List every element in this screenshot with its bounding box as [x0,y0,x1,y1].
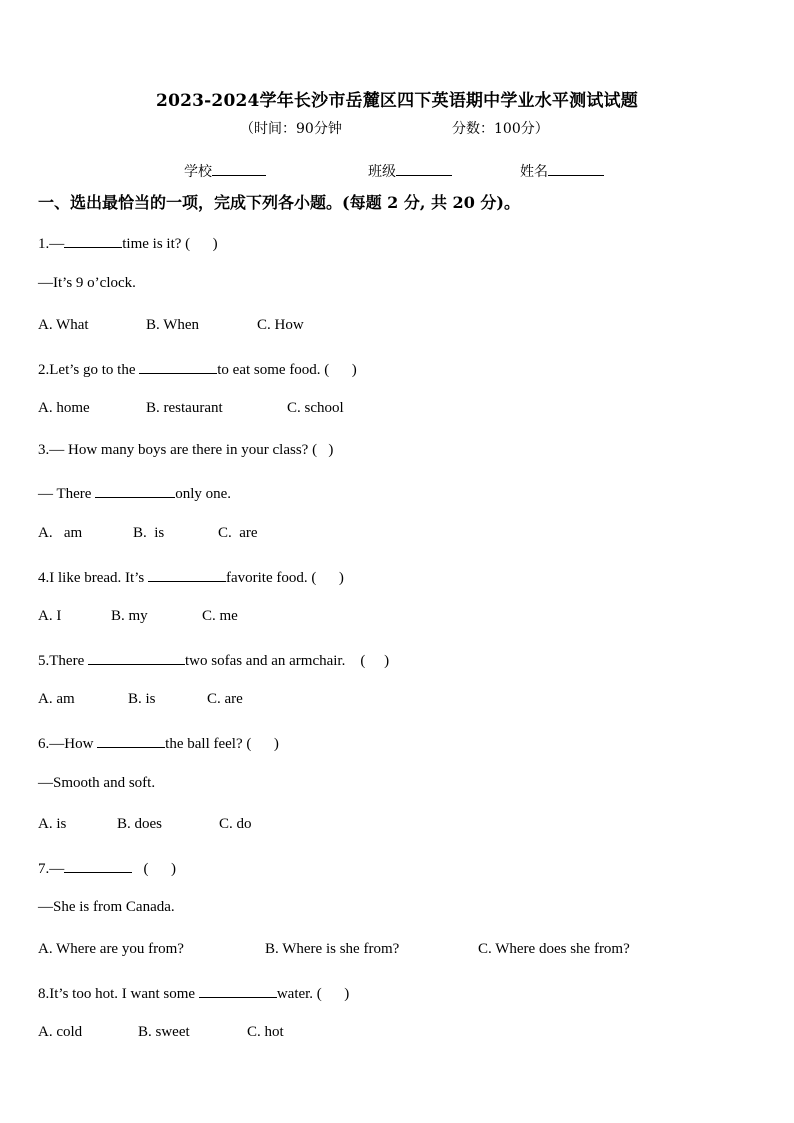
name-blank [548,160,604,176]
option-c: C. hot [247,1024,284,1040]
question-7: 7.— ( ) [38,858,176,878]
option-a: A. am [38,691,75,707]
option-c: C. me [202,608,238,624]
school-field [184,160,266,181]
question-2: 2.Let’s go to the to eat some food. ( ) [38,359,357,379]
answer-blank [95,483,175,498]
question-1: 1.— time is it? ( ) [38,233,218,253]
question-1-reply: —It’s 9 o’clock. [38,275,136,291]
section-heading: 一、选出最恰当的一项，完成下列各小题。(每题 2 分, 共 20 分)。 [38,193,520,212]
answer-blank [97,733,165,748]
option-b: B. restaurant [146,400,223,416]
school-label: 学校 [184,164,212,180]
answer-blank [139,359,217,374]
option-b: B. is [128,691,156,707]
option-c: C. do [219,816,252,832]
name-field [520,160,604,181]
class-label: 班级 [368,164,396,180]
option-b: B. my [111,608,148,624]
option-b: B. does [117,816,162,832]
option-a: A. Where are you from? [38,941,184,957]
option-b: B. When [146,317,200,333]
question-3: 3.— How many boys are there in your class? ( ) [38,442,334,458]
question-3-reply: — There only one. [38,483,231,503]
answer-blank [88,650,185,665]
option-c: C. How [257,317,304,333]
question-8: 8.It’s too hot. I want some water. ( ) [38,983,349,1003]
option-b: B. Where is she from? [265,941,400,957]
question-6-reply: —Smooth and soft. [38,775,156,791]
school-blank [212,160,266,176]
answer-blank [64,858,132,873]
question-6: 6.—How the ball feel? ( ) [38,733,279,753]
option-a: A. is [38,816,67,832]
option-a: A. am [38,525,83,541]
answer-blank [148,567,226,582]
option-c: C. are [207,691,243,707]
name-label: 姓名 [520,164,548,180]
option-c: C. school [287,400,344,416]
exam-score: 分数：100分） [452,121,549,137]
option-c: C. are [218,525,258,541]
option-a: A. I [38,608,62,624]
exam-title: 2023-2024学年长沙市岳麓区四下英语期中学业水平测试试题 [156,91,638,111]
option-a: A. cold [38,1024,83,1040]
question-5: 5.There two sofas and an armchair. ( ) [38,650,389,670]
option-c: C. Where does she from? [478,941,630,957]
option-b: B. sweet [138,1024,190,1040]
option-a: A. What [38,317,89,333]
question-7-reply: —She is from Canada. [38,899,175,915]
option-a: A. home [38,400,90,416]
class-blank [396,160,452,176]
question-4: 4.I like bread. It’s favorite food. ( ) [38,567,344,587]
class-field [368,160,452,181]
exam-time: （时间：90分钟 [240,121,342,137]
option-b: B. is [133,525,165,541]
answer-blank [64,233,122,248]
answer-blank [199,983,277,998]
